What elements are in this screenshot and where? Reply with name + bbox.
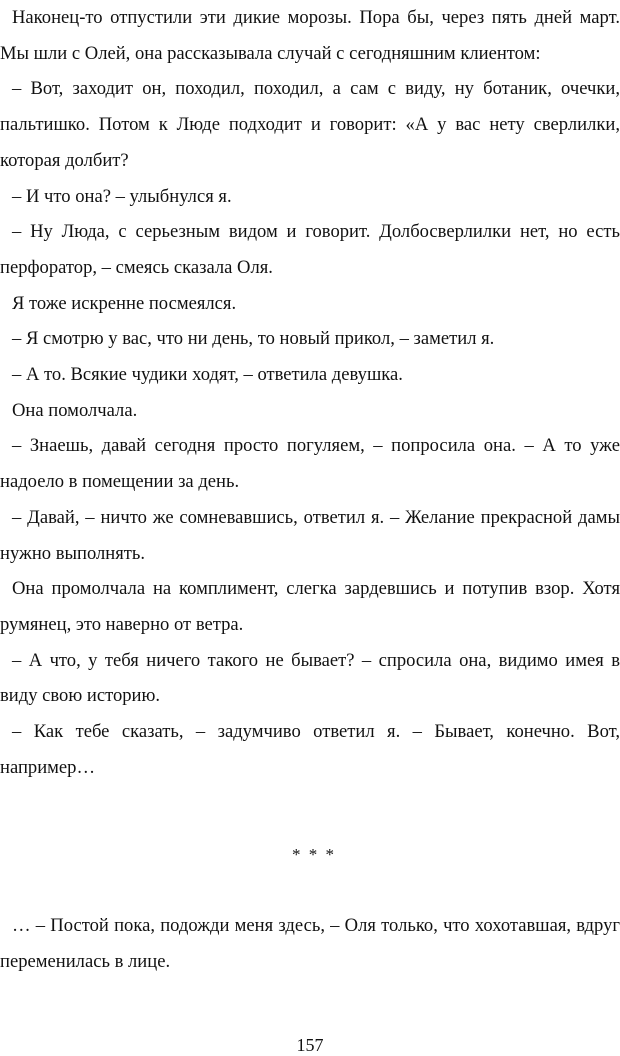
paragraph: – Я смотрю у вас, что ни день, то новый прикол, – заметил я. [12, 328, 495, 350]
paragraph: – А что, у тебя ничего такого не бывает? – спросила она, видимо имея в виду свою историю. [0, 649, 620, 707]
paragraph: – Вот, заходит он, походил, походил, а сам с виду, ну ботаник, очечки, пальтишко. Потом к Люде подходит и говорит: «А у вас нету сверлилки, которая долбит? [0, 78, 620, 171]
paragraph: – Знаешь, давай сегодня просто погуляем, – попросила она. – А то уже надоело в помещении за день. [0, 435, 620, 493]
paragraph: Наконец-то отпустили эти дикие морозы. Пора бы, через пять дней март. Мы шли с Олей, она рассказывала случай с сегодняшним клиентом: [0, 7, 620, 64]
section-separator: * * * [292, 845, 336, 864]
paragraph: Она помолчала. [12, 399, 138, 421]
paragraph: – Давай, – ничто же сомневавшись, ответил я. – Желание прекрасной дамы нужно выполнять. [0, 506, 620, 564]
paragraph: – А то. Всякие чудики ходят, – ответила девушка. [12, 364, 403, 386]
paragraph: – Как тебе сказать, – задумчиво ответил я. – Бывает, конечно. Вот, например… [0, 721, 620, 778]
page-number: 157 [296, 1035, 324, 1055]
body-text-after-separator [0, 908, 620, 979]
paragraph: … – Постой пока, подожди меня здесь, – Оля только, что хохотавшая, вдруг переменилась в лице. [0, 915, 620, 972]
paragraph: – И что она? – улыбнулся я. [12, 185, 232, 207]
paragraph: – Ну Люда, с серьезным видом и говорит. Долбосверлилки нет, но есть перфоратор, – смеясь сказала Оля. [0, 221, 620, 278]
paragraph: Она промолчала на комплимент, слегка зардевшись и потупив взор. Хотя румянец, это наверно от ветра. [0, 578, 620, 635]
paragraph: Я тоже искренне посмеялся. [12, 292, 237, 314]
